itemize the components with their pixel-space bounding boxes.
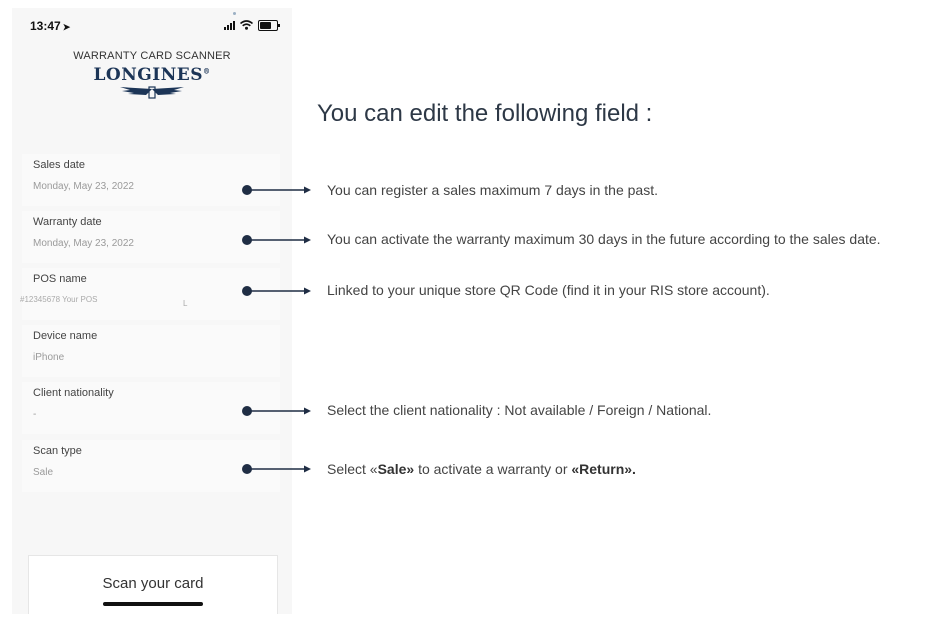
note-scan-type-middle: to activate a warranty or bbox=[414, 461, 572, 477]
clock-text: 13:47 bbox=[30, 19, 61, 33]
scan-type-label: Scan type bbox=[33, 445, 82, 457]
arrow-icon bbox=[241, 184, 313, 196]
device-name-value: iPhone bbox=[33, 352, 65, 363]
note-client-nationality: Select the client nationality : Not available / Foreign / National. bbox=[327, 402, 712, 418]
brand-name: LONGINES bbox=[93, 65, 204, 85]
phone-screen bbox=[12, 8, 292, 614]
note-warranty-date: You can activate the warranty maximum 30 days in the future according to the sales date. bbox=[327, 231, 881, 247]
note-sales-date: You can register a sales maximum 7 days in the past. bbox=[327, 182, 658, 198]
signal-icon bbox=[224, 20, 235, 30]
status-bar bbox=[12, 8, 292, 42]
client-nationality-label: Client nationality bbox=[33, 387, 114, 399]
wifi-icon bbox=[240, 20, 253, 30]
status-indicators bbox=[224, 19, 278, 31]
brand-logo bbox=[12, 65, 292, 85]
arrow-icon bbox=[241, 234, 313, 246]
pos-name-value[interactable]: #12345678 Your POS bbox=[20, 295, 98, 304]
camera-dot bbox=[233, 12, 236, 15]
status-time bbox=[30, 19, 70, 33]
note-scan-type-prefix: Select « bbox=[327, 461, 378, 477]
location-arrow-icon: ➤ bbox=[62, 22, 71, 32]
sales-date-field[interactable] bbox=[22, 154, 280, 206]
note-scan-type bbox=[327, 461, 636, 477]
warranty-date-label: Warranty date bbox=[33, 216, 102, 228]
scan-card-button[interactable]: Scan your card bbox=[28, 555, 278, 614]
battery-icon bbox=[258, 20, 278, 31]
client-nationality-value[interactable]: - bbox=[33, 409, 37, 420]
scan-type-value[interactable]: Sale bbox=[33, 467, 54, 478]
app-title: WARRANTY CARD SCANNER bbox=[73, 50, 231, 62]
note-scan-type-return: «Return». bbox=[571, 461, 636, 477]
arrow-icon bbox=[241, 285, 313, 297]
page-heading: You can edit the following field : bbox=[317, 100, 653, 127]
sales-date-value[interactable]: Monday, May 23, 2022 bbox=[33, 181, 134, 192]
device-name-label: Device name bbox=[33, 330, 98, 342]
note-scan-type-sale: Sale» bbox=[377, 461, 415, 477]
registered-mark: ® bbox=[203, 66, 211, 76]
device-name-field bbox=[22, 325, 280, 377]
winged-hourglass-icon bbox=[118, 85, 186, 99]
sales-date-label: Sales date bbox=[33, 159, 85, 171]
home-indicator bbox=[103, 602, 203, 606]
arrow-icon bbox=[241, 405, 313, 417]
warranty-date-value[interactable]: Monday, May 23, 2022 bbox=[33, 238, 134, 249]
pos-name-suffix: L bbox=[183, 299, 188, 308]
note-pos-name: Linked to your unique store QR Code (find it in your RIS store account). bbox=[327, 282, 770, 298]
arrow-icon bbox=[241, 463, 313, 475]
pos-name-label: POS name bbox=[33, 273, 87, 285]
